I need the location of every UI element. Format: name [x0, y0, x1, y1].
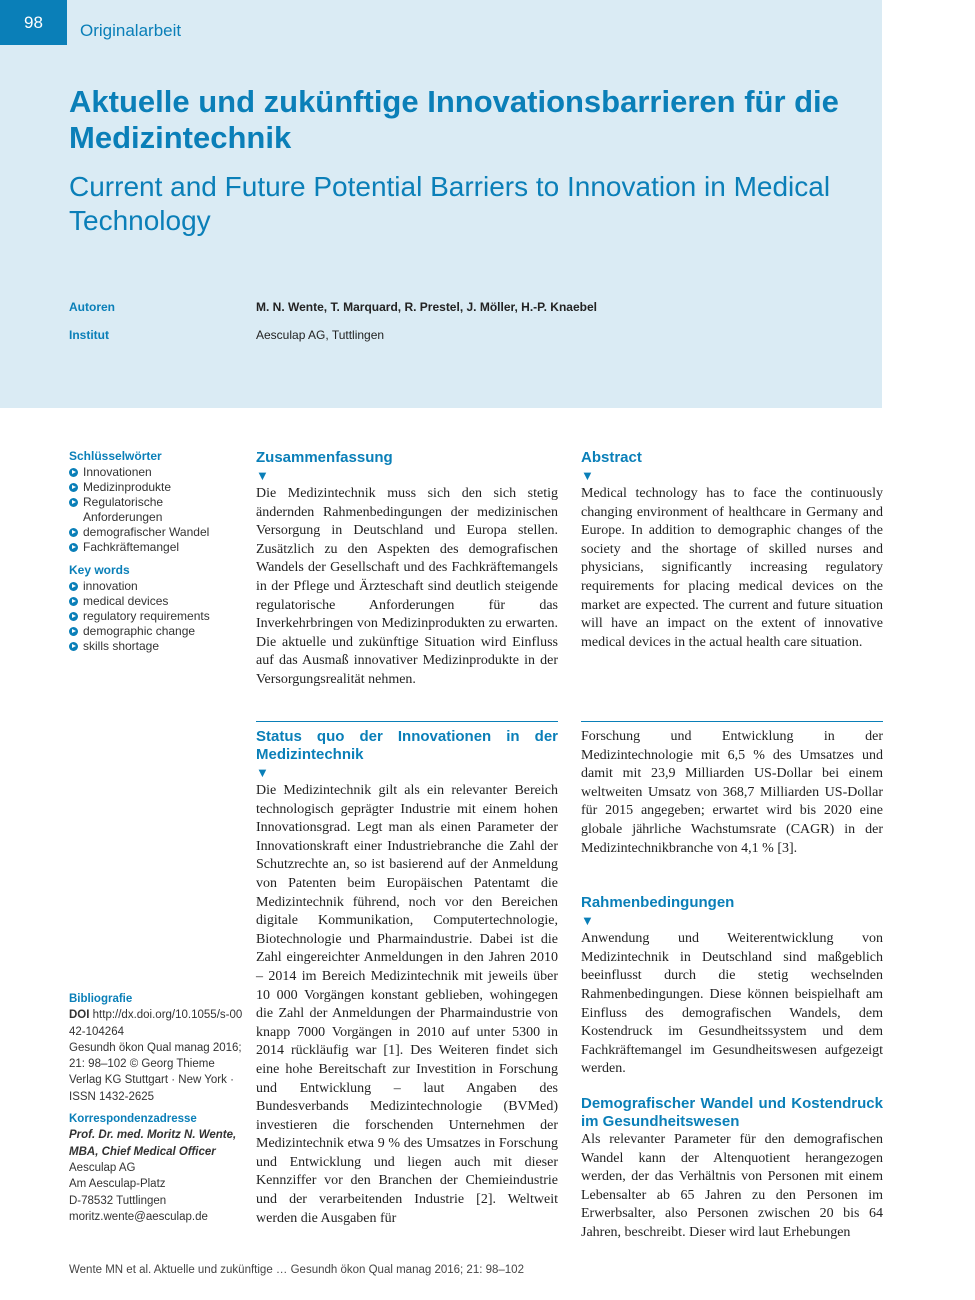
correspondence-email[interactable]: moritz.wente@aesculap.de — [69, 1210, 208, 1223]
keywords-de-heading: Schlüsselwörter — [69, 449, 162, 463]
keyword-item: Fachkräftemangel — [69, 540, 244, 555]
arrow-bullet-icon — [69, 642, 78, 651]
bibliography-heading: Bibliografie — [69, 993, 133, 1005]
institute-label: Institut — [69, 328, 109, 342]
doi-link[interactable]: http://dx.doi.org/10.1055/s-0042-104264 — [69, 1009, 243, 1038]
page-number: 98 — [0, 0, 67, 45]
status-quo-section — [256, 728, 558, 1228]
right-body-column — [581, 728, 883, 1242]
arrow-bullet-icon — [69, 612, 78, 621]
section-marker-icon: ▼ — [256, 765, 269, 780]
correspondence-heading: Korrespondenzadresse — [69, 1113, 197, 1126]
doi-line — [69, 1007, 244, 1040]
section-marker-icon: ▼ — [581, 468, 594, 483]
demografie-heading: Demografischer Wandel und Kostendruck im Gesundheitswesen — [581, 1094, 883, 1130]
arrow-bullet-icon — [69, 528, 78, 537]
keyword-item: Regulatorische Anforderungen — [69, 495, 244, 525]
continuation-text: Forschung und Entwicklung in der Medizintechnologie mit 6,5 % des Umsatzes und damit mit 23,9 Milliarden US-Dollar bei einem weltweiten Umsatz von 368,7 Milliarden US-Dollar für 2015 angegeben; erwartet wird bis 2020 eine globale jährliche Wachstumsrate (CAGR) in der Medizintechnikbranche von 4,1 % [3]. — [581, 729, 883, 856]
correspondence-name: Prof. Dr. med. Moritz N. Wente, MBA, Chief Medical Officer — [69, 1129, 237, 1158]
page-footer: Wente MN et al. Aktuelle und zukünftige … Gesundh ökon Qual manag 2016; 21: 98–102 — [69, 1264, 524, 1276]
section-marker-icon: ▼ — [581, 913, 594, 929]
keyword-item: demographic change — [69, 624, 244, 639]
divider — [581, 721, 883, 722]
section-marker-icon: ▼ — [256, 468, 269, 483]
section-label: Originalarbeit — [80, 21, 182, 40]
keywords-en-heading: Key words — [69, 563, 130, 577]
keyword-item: medical devices — [69, 594, 244, 609]
authors-label: Autoren — [69, 300, 115, 314]
doi-label: DOI — [69, 1009, 90, 1022]
abstract-en-text: Medical technology has to face the continuously changing environment of healthcare in Germany and Europe. In addition to demographic changes of the society and the shortage of skilled nurses and physicians, significantly increasing regulatory requirements for placing medical devices on the market are expected. The current and future situation will have an impact on the extent of innovative medical devices in the actual health care situation. — [581, 486, 883, 650]
status-quo-heading: Status quo der Innovationen in der Medizintechnik — [256, 728, 558, 763]
keywords-de-list — [69, 465, 244, 555]
status-quo-text: Die Medizintechnik gilt als ein relevanter Bereich technologisch geprägter Industrie mit einem hohen Innovationsgrad. Legt man als einen Parameter der Innovationskraft einer Industriebranche die Zahl der Schutzrechte an, so ist basierend auf der Anmeldung von Patenten beim Europäischen Patentamt die Medizintechnik führend, noch vor den Bereichen digitale Kommunikation, Computertechnologie, Biotechnologie und Pharmaindustrie. Dabei ist die Zahl eingereichter Anmeldungen in den Jahren 2010 – 2014 im Bereich Medizintechnik mit jeweils über 10 000 Vorgängen konstant geblieben, wohingegen die Zahl der Anmeldungen der Pharmaindustrie von knapp 7000 Vorgängen in 2010 auf unter 5300 in 2014 rückläufig war [1]. Des Weiteren findet sich eine hohe Bereitschaft zur Investition in Forschung und Entwicklung – laut Angaben des Bundesverbands Medizintechnologie (BVMed) investieren die forschenden Unternehmen der Medizintechnik etwa 9 % des Umsatzes in Forschung und Entwicklung und liegen auch mit dieser Kennziffer vor den Branchen der Chemieindustrie und der verarbeitenden Industrie [2]. Weltweit werden die Ausgaben für — [256, 783, 558, 1226]
arrow-bullet-icon — [69, 498, 78, 507]
correspondence-org: Aesculap AG — [69, 1161, 136, 1174]
title-english: Current and Future Potential Barriers to Innovation in Medical Technology — [69, 171, 831, 236]
keywords-box — [69, 449, 244, 662]
arrow-bullet-icon — [69, 483, 78, 492]
bibliography-box — [69, 991, 244, 1225]
divider — [256, 721, 558, 722]
abstract-de-text: Die Medizintechnik muss sich den sich stetig ändernden Rahmenbedingungen der medizinischen Versorgung in Deutschland und Europa stellen. Zusätzlich zu den Aspekten des demografischen Wandels der Gesellschaft und des Fachkräftemangels in der Pflege und Ärzteschaft sind deutlich steigende regulatorische Anforderungen für das Inverkehrbringen von Medizinprodukten zu erwarten. Die aktuelle und zukünftige Situation wird Einfluss auf das Ausmaß innovativer Medizinprodukte in der Versorgungsrealität nehmen. — [256, 486, 558, 687]
arrow-bullet-icon — [69, 627, 78, 636]
keyword-item: innovation — [69, 579, 244, 594]
keyword-item: Innovationen — [69, 465, 244, 480]
citation: Gesundh ökon Qual manag 2016; 21: 98–102 © Georg Thieme Verlag KG Stuttgart · New York · ISSN 1432-2625 — [69, 1041, 242, 1103]
abstract-de-heading: Zusammenfassung — [256, 449, 393, 466]
keyword-item: demografischer Wandel — [69, 525, 244, 540]
arrow-bullet-icon — [69, 597, 78, 606]
keyword-item: regulatory requirements — [69, 609, 244, 624]
title-german: Aktuelle und zukünftige Innovationsbarrieren für die Medizintechnik — [69, 84, 839, 155]
abstract-english — [581, 449, 883, 652]
abstract-en-heading: Abstract — [581, 449, 642, 466]
keyword-item: skills shortage — [69, 639, 244, 654]
correspondence-city: D-78532 Tuttlingen — [69, 1194, 167, 1207]
institute: Aesculap AG, Tuttlingen — [256, 328, 385, 342]
keywords-en-list — [69, 579, 244, 654]
arrow-bullet-icon — [69, 582, 78, 591]
rahmen-heading: Rahmenbedingungen — [581, 894, 735, 912]
arrow-bullet-icon — [69, 468, 78, 477]
keyword-item: Medizinprodukte — [69, 480, 244, 495]
demografie-text: Als relevanter Parameter für den demografischen Wandel kann der Altenquotient herangezogen werden, der das Verhältnis von Personen mit einem Lebensalter ab 65 Jahren zu den Personen im Erwerbsalter, also Personen zwischen 20 bis 64 Jahren, beschreibt. Dieser wird laut Erhebungen — [581, 1131, 883, 1240]
rahmen-text: Anwendung und Weiterentwicklung von Medizintechnik in Deutschland sind maßgeblich beeinflusst durch die stetig wechselnden Rahmenbedingungen. Diese können beispielhaft am Einfluss des demografischen Wandels, dem Kostendruck im Gesundheitssystem und dem Fachkräftemangel im Gesundheitswesen aufgezeigt werden. — [581, 931, 883, 1077]
arrow-bullet-icon — [69, 543, 78, 552]
abstract-german — [256, 449, 558, 690]
authors: M. N. Wente, T. Marquard, R. Prestel, J. Möller, H.-P. Knaebel — [256, 300, 597, 314]
correspondence-street: Am Aesculap-Platz — [69, 1178, 166, 1191]
